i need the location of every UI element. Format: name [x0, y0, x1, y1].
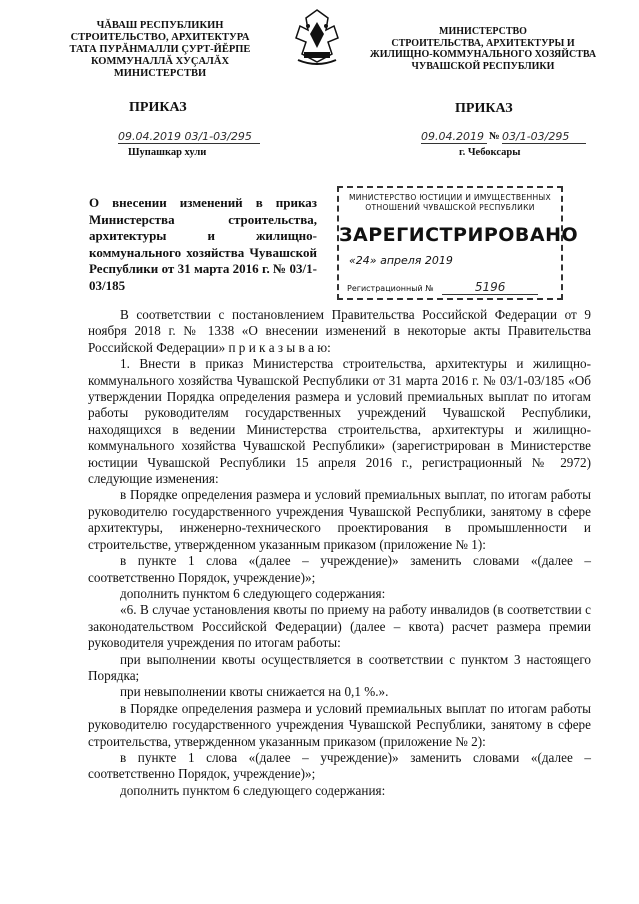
header-right-line: ЧУВАШСКОЙ РЕСПУБЛИКИ [411, 60, 555, 72]
paragraph: при невыполнении квоты снижается на 0,1 %.». [120, 684, 389, 700]
header-left-line: КОММУНАЛЛĂ ХУÇАЛĂХ [90, 56, 230, 67]
paragraph: в пункте 1 слова «(далее – учреждение)» заменить словами «(далее – соответственно Порядок, учреждение)»; [88, 749, 591, 782]
stamp-reg-label: Регистрационный № [347, 284, 434, 293]
header-right-line: ЖИЛИЩНО-КОММУНАЛЬНОГО ХОЗЯЙСТВА [369, 49, 597, 60]
prikaz-title-left: ПРИКАЗ [129, 100, 187, 115]
paragraph: дополнить пунктом 6 следующего содержания: [120, 585, 386, 601]
stamp-org-line: МИНИСТЕРСТВО ЮСТИЦИИ И ИМУЩЕСТВЕННЫХ [348, 193, 552, 202]
registration-stamp [337, 186, 579, 300]
document-subject: О внесении изменений в приказ Министерства строительства, архитектуры и жилищно-коммунального хозяйства Чувашской Республики от 31 марта 2016 г. № 03/1-03/185 [89, 195, 317, 293]
header-left-line: ЧĂВАШ РЕСПУБЛИКИН [96, 20, 224, 31]
city-right: г. Чебоксары [459, 147, 521, 158]
paragraph: дополнить пунктом 6 следующего содержания: [120, 782, 386, 798]
stamp-registered: ЗАРЕГИСТРИРОВАНО [339, 224, 579, 246]
chuvash-emblem-icon [288, 8, 346, 68]
number-sign: № [489, 131, 500, 142]
stamp-reg-number: 5196 [442, 280, 538, 295]
handwritten-date-right: 09.04.2019 [421, 130, 487, 144]
prikaz-title-right: ПРИКАЗ [455, 101, 513, 116]
stamp-reg-line [347, 280, 557, 295]
document-body [88, 307, 591, 799]
paragraph: «6. В случае установления квоты по приему на работу инвалидов (в соответствии с законодательством Российской Федерации) (далее – квота) расчет размера премии руководителя учреждения по итогам работы: [88, 602, 591, 651]
paragraph: в Порядке определения размера и условий премиальных выплат, по итогам работы руководителю государственного учреждения Чувашской Республики, занятому в сфере архитектуры, инженерно-технического проектирования в промышленности и строительстве, утвержденном указанным приказом (приложение № 1): [88, 487, 591, 552]
city-left: Шупашкар хули [128, 147, 207, 158]
header-left-line: СТРОИТЕЛЬСТВО, АРХИТЕКТУРА [70, 32, 250, 43]
paragraph: В соответствии с постановлением Правительства Российской Федерации от 9 ноября 2018 г. № 1338 «О внесении изменений в некоторые акты Правительства Российской Федерации» п р и к а з ы в а ю: [88, 307, 591, 355]
paragraph: при выполнении квоты осуществляется в соответствии с пунктом 3 настоящего Порядка; [88, 651, 591, 683]
header-right-line: СТРОИТЕЛЬСТВА, АРХИТЕКТУРЫ И [391, 37, 575, 49]
stamp-org [339, 193, 561, 213]
stamp-org-line: ОТНОШЕНИЙ ЧУВАШСКОЙ РЕСПУБЛИКИ [365, 203, 535, 212]
header-left-line: МИНИСТЕРСТВИ [113, 68, 207, 79]
paragraph: 1. Внести в приказ Министерства строительства, архитектуры и жилищно-коммунального хозяйства Чувашской Республики от 31 марта 2016 г. № 03/1-03/185 «Об утверждении Порядка определения размера и условий премиальных выплат по итогам работы руководителям государственных учреждений Чувашской Республики, находящихся в ведении Министерства строительства, архитектуры и жилищно-коммунального хозяйства Чувашской Республики» (зарегистрирован в Министерстве юстиции Чувашской Республики 15 апреля 2016 г., регистрационный № 2972) следующие изменения: [88, 356, 591, 487]
handwritten-number-right: 03/1-03/295 [502, 130, 586, 144]
header-right-ministry-russian [368, 26, 598, 72]
paragraph: в пункте 1 слова «(далее – учреждение)» заменить словами «(далее – соответственно Порядок, учреждение)»; [88, 553, 591, 585]
paragraph: в Порядке определения размера и условий премиальных выплат по итогам работы руководителю государственного учреждения Чувашской Республики, занятому в сфере строительства, утвержденном указанным приказом (приложение № 2): [88, 700, 591, 749]
stamp-date-handwritten: «24» апреля 2019 [349, 254, 453, 267]
handwritten-date-number-left: 09.04.2019 03/1-03/295 [118, 130, 260, 144]
header-left-ministry-chuvash [50, 20, 270, 80]
header-left-line: ТАТА ПУРĂНМАЛЛИ ÇУРТ-ЙĔРПЕ [69, 44, 251, 55]
header-right-line: МИНИСТЕРСТВО [439, 26, 527, 37]
